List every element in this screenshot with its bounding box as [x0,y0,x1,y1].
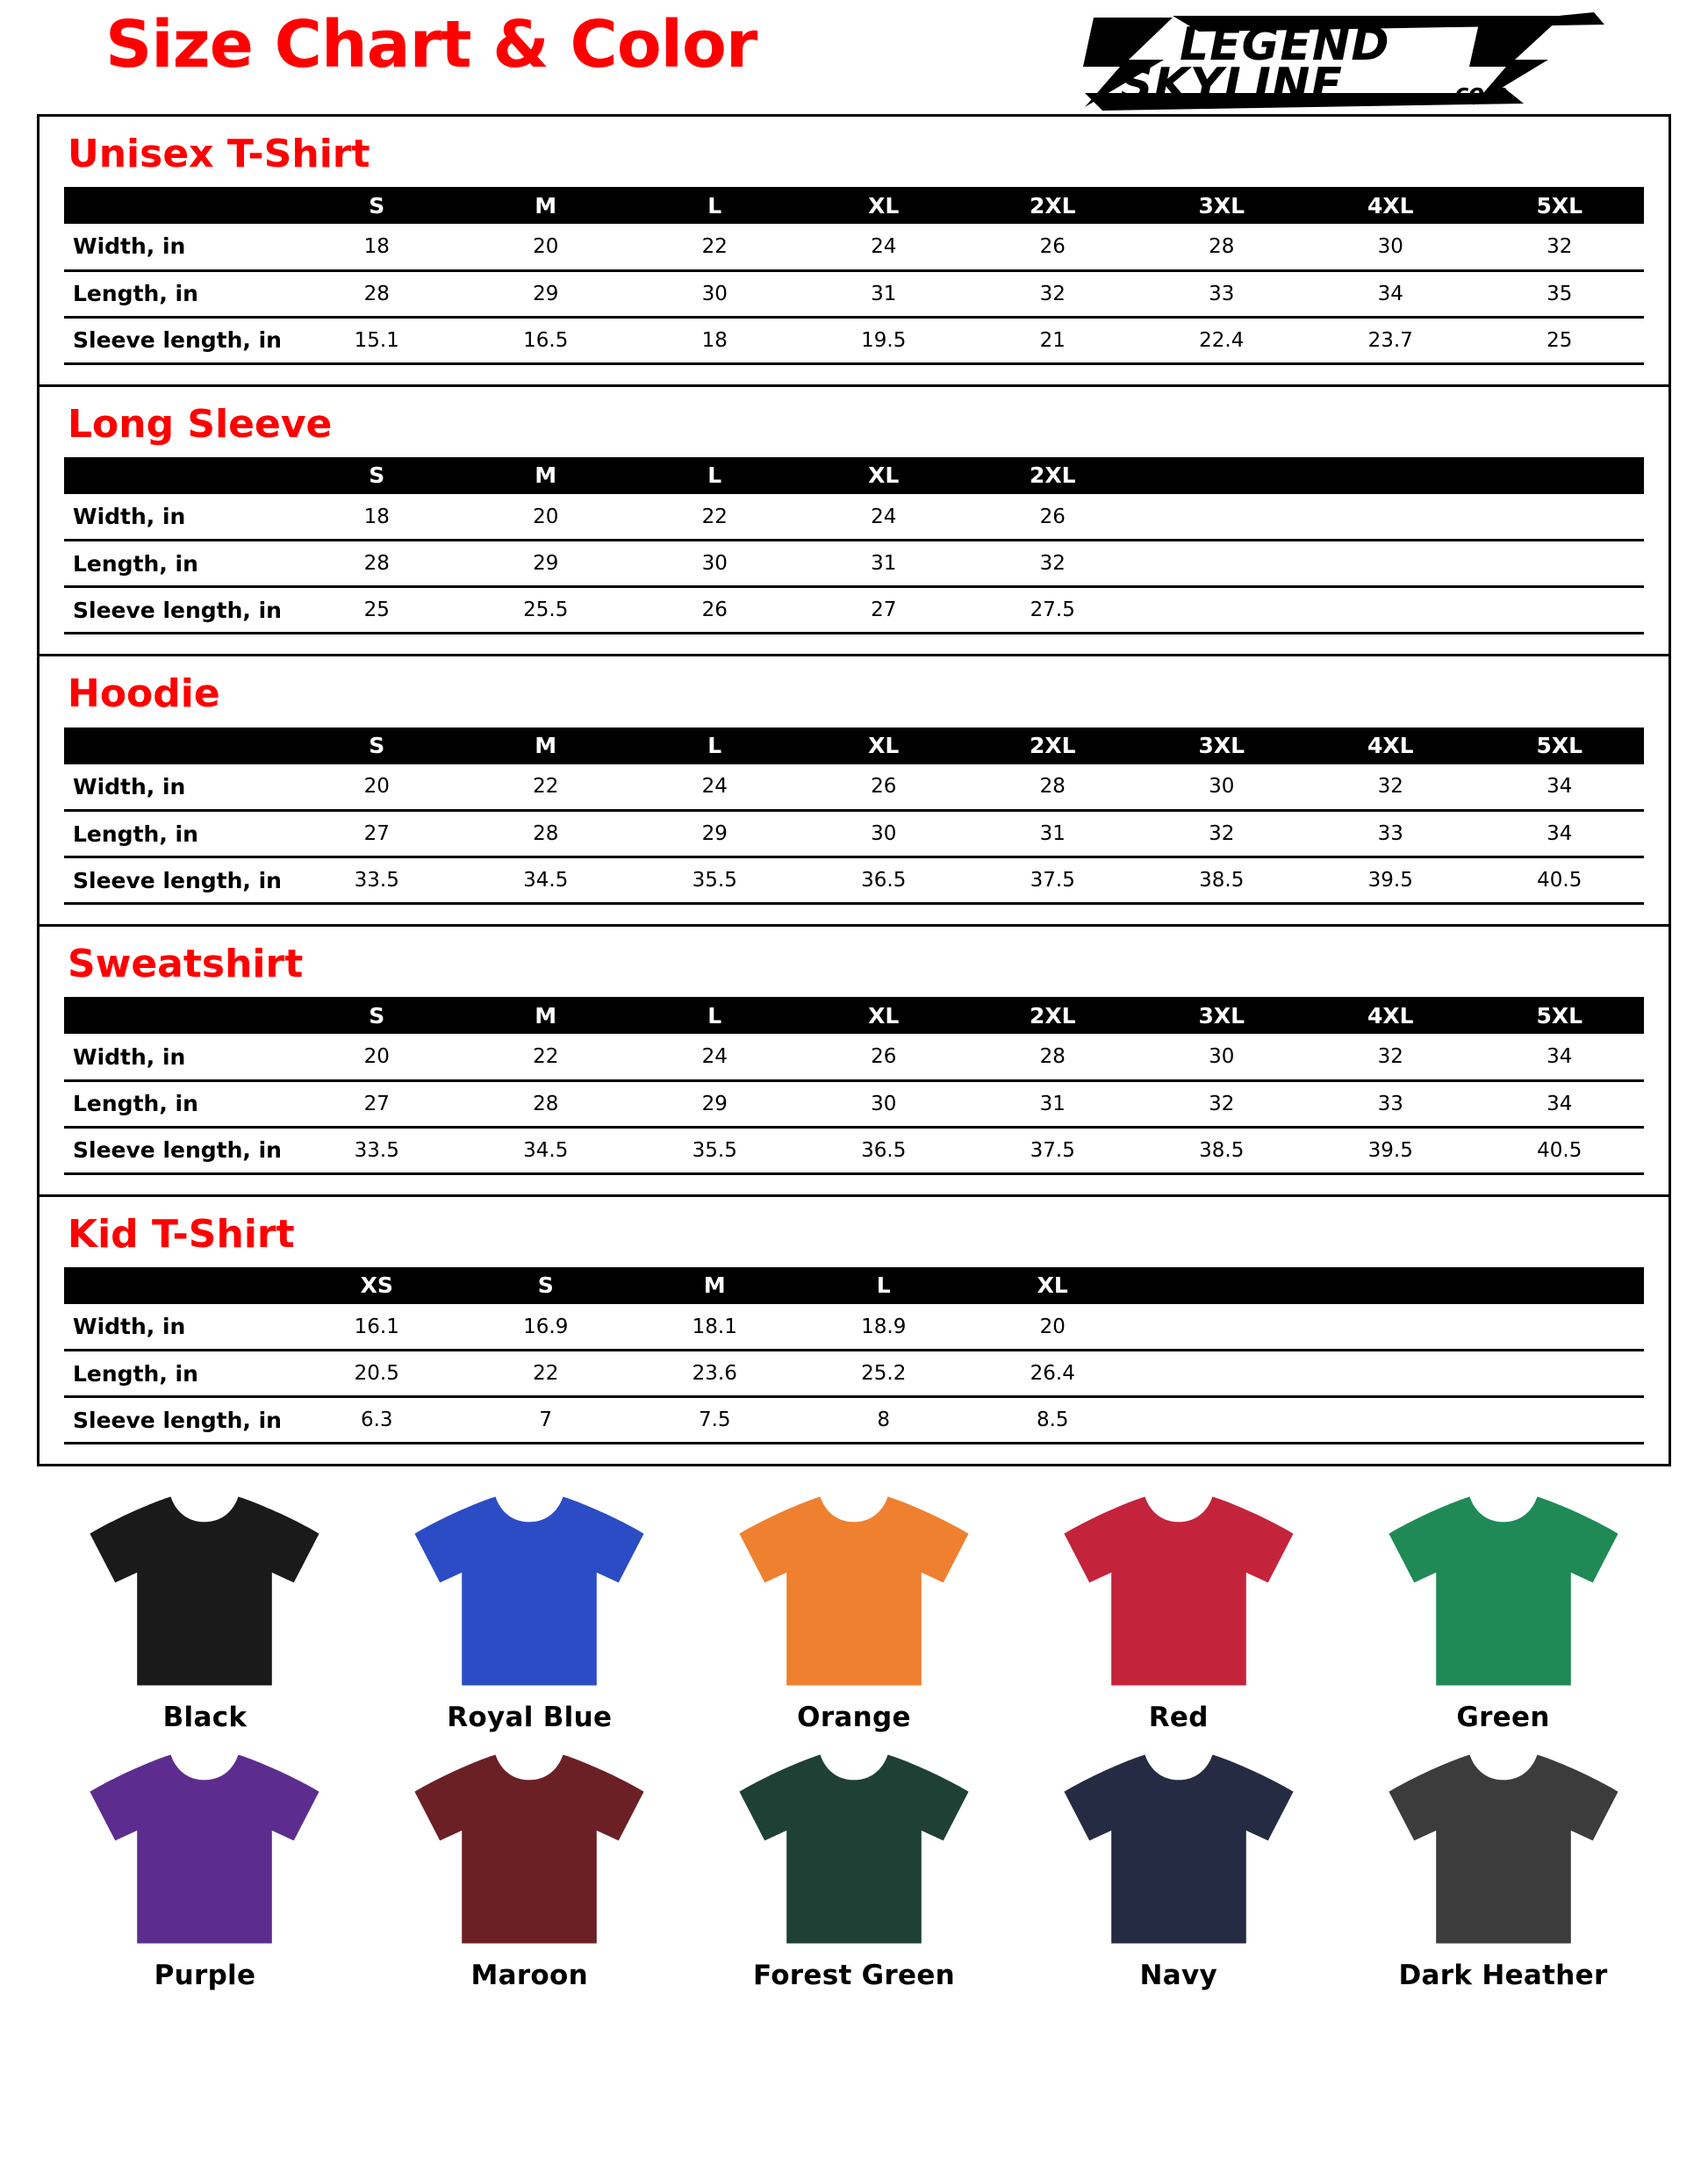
header-size [1475,1267,1645,1304]
header-size: XL [868,1002,900,1029]
cell: 27.5 [1030,599,1075,622]
cell: 28 [1039,1045,1066,1068]
cell [1475,1351,1645,1397]
color-swatch-forest-green[interactable] [702,1738,1007,1991]
header-rowlabel [64,997,292,1034]
header-size: S [369,1002,385,1029]
cell: 16.1 [354,1315,399,1338]
cell: 40.5 [1537,1138,1582,1162]
cell: 22 [701,234,728,258]
size-table [64,997,1644,1175]
color-label: Maroon [470,1960,588,1992]
header-size: M [703,1272,726,1299]
header-rowlabel [64,457,292,494]
header-size [1137,457,1307,494]
size-table [64,187,1644,365]
cell: 7 [539,1409,553,1432]
cell: 37.5 [1030,1138,1075,1162]
cell: 33 [1377,1092,1403,1115]
cell: 26 [1039,234,1066,258]
cell: 31 [871,282,897,305]
cell: 25 [1547,328,1573,352]
row-label: Width, in [73,504,186,530]
cell: 20 [533,505,559,528]
cell: 24 [871,505,897,528]
cell: 34 [1377,282,1403,305]
table-row [64,224,1644,270]
header-size: XL [868,462,900,489]
cell: 8 [877,1409,891,1432]
table-row [64,541,1644,587]
cell: 19.5 [861,328,907,352]
tshirt-icon [1351,1480,1655,1700]
header-size [1475,457,1645,494]
cell [1137,541,1307,587]
cell [1475,541,1645,587]
header-size: 3XL [1198,1002,1245,1029]
cell: 36.5 [861,869,907,892]
color-label: Navy [1139,1960,1217,1992]
color-label: Red [1148,1702,1209,1734]
size-tables-container [37,114,1671,1466]
color-swatch-red[interactable] [1026,1480,1331,1733]
cell: 27 [871,599,897,622]
cell: 22.4 [1199,328,1245,352]
table-row [64,1127,1644,1173]
cell: 39.5 [1367,1138,1413,1162]
section-unisex-tshirt [39,117,1669,387]
header-size: L [707,462,722,489]
header-size: S [537,1272,554,1299]
color-label: Dark Heather [1398,1960,1608,1992]
row-label: Sleeve length, in [73,867,282,893]
cell [1306,1351,1475,1397]
section-long-sleeve [39,387,1669,657]
row-label: Sleeve length, in [73,1137,282,1164]
header-size: XS [360,1272,393,1299]
cell: 34 [1547,822,1573,846]
cell: 18 [363,505,390,528]
header-size: M [535,192,557,219]
tshirt-icon [377,1738,682,1958]
color-swatch-green[interactable] [1351,1480,1655,1733]
header-size: L [707,733,722,759]
cell: 34 [1547,1045,1573,1068]
cell: 32 [1377,1045,1403,1068]
cell: 33.5 [354,1138,399,1162]
tshirt-icon [1026,1738,1331,1958]
cell: 34.5 [523,1138,569,1162]
legend-skyline-logo [1067,9,1611,123]
cell: 22 [533,1045,559,1068]
cell: 28 [1039,775,1066,799]
cell: 24 [871,234,897,258]
cell: 37.5 [1030,869,1075,892]
cell: 8.5 [1036,1409,1069,1432]
header-size: S [369,192,385,219]
cell: 22 [533,1362,559,1386]
header-size: 2XL [1029,192,1076,219]
section-title: Kid T-Shirt [68,1211,295,1257]
row-label: Length, in [73,821,198,847]
header-size: M [535,462,557,489]
cell: 25.5 [523,599,569,622]
section-hoodie [39,656,1669,927]
cell [1475,1304,1645,1351]
cell: 33 [1209,282,1235,305]
cell: 29 [701,1092,728,1115]
cell: 34.5 [523,869,569,892]
cell: 28 [1209,234,1235,258]
cell [1137,1304,1307,1351]
cell: 28 [533,822,559,846]
cell: 20.5 [354,1362,399,1386]
row-label: Sleeve length, in [73,1407,282,1433]
cell: 32 [1209,1092,1235,1115]
table-row [64,1304,1644,1351]
header-size: 4XL [1367,733,1414,759]
cell: 6.3 [360,1409,393,1432]
cell: 18.9 [861,1315,907,1338]
cell: 33 [1377,822,1403,846]
cell: 30 [1209,775,1235,799]
cell: 40.5 [1537,869,1582,892]
header-size: XL [868,733,900,759]
cell: 27 [363,1092,390,1115]
table-row [64,494,1644,541]
header-size: S [369,462,385,489]
cell: 32 [1377,775,1403,799]
cell: 23.7 [1367,328,1413,352]
table-row [64,857,1644,904]
section-sweatshirt [39,927,1669,1197]
table-row [64,1080,1644,1127]
cell: 24 [701,1045,728,1068]
svg-text:SKYLINE: SKYLINE [1120,59,1343,111]
tshirt-icon [702,1480,1007,1700]
cell: 36.5 [861,1138,907,1162]
tshirt-icon [1026,1480,1331,1700]
cell [1306,1304,1475,1351]
cell: 28 [363,552,390,576]
color-swatch-orange[interactable] [702,1480,1007,1733]
color-swatches [53,1480,1655,1991]
color-row [53,1738,1655,1991]
header-size [1137,1267,1307,1304]
section-title: Long Sleeve [68,401,333,447]
table-row [64,1397,1644,1444]
header-size: 5XL [1536,1002,1583,1029]
cell: 38.5 [1199,869,1245,892]
cell: 18.1 [692,1315,737,1338]
cell: 31 [1039,822,1066,846]
cell: 16.5 [523,328,569,352]
cell: 28 [533,1092,559,1115]
color-swatch-royal-blue[interactable] [377,1480,682,1733]
cell [1475,494,1645,541]
cell: 31 [871,552,897,576]
row-label: Width, in [73,233,186,260]
size-table [64,728,1644,906]
cell: 20 [533,234,559,258]
header-rowlabel [64,728,292,764]
cell: 26 [701,599,728,622]
table-header-row [64,997,1644,1034]
cell [1137,587,1307,634]
cell: 24 [701,775,728,799]
table-row [64,587,1644,634]
cell: 21 [1039,328,1066,352]
cell: 15.1 [354,328,399,352]
cell [1137,1397,1307,1444]
cell: 34 [1547,1092,1573,1115]
size-table [64,457,1644,635]
cell: 18 [363,234,390,258]
header-size: 2XL [1029,1002,1076,1029]
cell [1306,587,1475,634]
header-size [1306,457,1475,494]
table-header-row [64,1267,1644,1304]
row-label: Width, in [73,1043,186,1070]
table-row [64,1034,1644,1080]
row-label: Length, in [73,1360,198,1387]
cell: 30 [1377,234,1403,258]
svg-text:.com: .com [1446,80,1509,106]
color-label: Royal Blue [447,1702,613,1734]
cell: 30 [701,552,728,576]
cell [1475,1397,1645,1444]
table-header-row [64,187,1644,224]
color-row [53,1480,1655,1733]
header-size: M [535,1002,557,1029]
cell: 20 [363,1045,390,1068]
header-size: L [876,1272,891,1299]
table-header-row [64,457,1644,494]
color-swatch-navy[interactable] [1026,1738,1331,1991]
section-kid-tshirt [39,1197,1669,1467]
color-swatch-dark-heather[interactable] [1351,1738,1655,1991]
header-size: L [707,1002,722,1029]
cell: 26.4 [1030,1362,1075,1386]
table-row [64,811,1644,857]
page-title: Size Chart & Color [105,7,757,82]
cell [1137,494,1307,541]
header-size [1306,1267,1475,1304]
header-size: 5XL [1536,733,1583,759]
cell: 28 [363,282,390,305]
cell: 7.5 [698,1409,731,1432]
header-size: XL [1037,1272,1068,1299]
cell: 38.5 [1199,1138,1245,1162]
color-label: Black [162,1702,248,1734]
header-size: M [535,733,557,759]
page-header [0,0,1708,114]
color-swatch-purple[interactable] [53,1738,357,1991]
cell: 26 [871,775,897,799]
cell: 26 [871,1045,897,1068]
cell [1475,587,1645,634]
cell: 32 [1039,552,1066,576]
header-size: 4XL [1367,192,1414,219]
tshirt-icon [1351,1738,1655,1958]
header-rowlabel [64,187,292,224]
cell: 35.5 [692,869,737,892]
tshirt-icon [53,1738,357,1958]
cell: 22 [533,775,559,799]
header-size: XL [868,192,900,219]
row-label: Width, in [73,773,186,799]
header-size: 3XL [1198,192,1245,219]
cell: 18 [701,328,728,352]
header-size: 3XL [1198,733,1245,759]
cell: 25.2 [861,1362,907,1386]
table-row [64,1351,1644,1397]
cell: 39.5 [1367,869,1413,892]
cell: 30 [871,822,897,846]
table-row [64,317,1644,363]
header-size: S [369,733,385,759]
section-title: Hoodie [68,671,220,717]
row-label: Length, in [73,281,198,307]
header-size: 5XL [1536,192,1583,219]
cell: 16.9 [523,1315,569,1338]
tshirt-icon [377,1480,682,1700]
cell [1306,541,1475,587]
row-label: Length, in [73,550,198,577]
cell: 32 [1547,234,1573,258]
header-size: 2XL [1029,462,1076,489]
cell: 34 [1547,775,1573,799]
cell: 23.6 [692,1362,737,1386]
section-title: Sweatshirt [68,942,304,987]
color-swatch-black[interactable] [53,1480,357,1733]
cell: 29 [533,552,559,576]
header-size: 4XL [1367,1002,1414,1029]
row-label: Sleeve length, in [73,327,282,354]
cell: 31 [1039,1092,1066,1115]
cell: 20 [1039,1315,1066,1338]
cell [1306,494,1475,541]
cell: 25 [363,599,390,622]
cell [1137,1351,1307,1397]
cell: 33.5 [354,869,399,892]
table-header-row [64,728,1644,764]
cell: 30 [1209,1045,1235,1068]
cell: 29 [701,822,728,846]
cell: 29 [533,282,559,305]
row-label: Length, in [73,1091,198,1117]
size-table [64,1267,1644,1445]
row-label: Width, in [73,1314,186,1340]
cell: 32 [1039,282,1066,305]
header-rowlabel [64,1267,292,1304]
cell: 35 [1547,282,1573,305]
cell [1306,1397,1475,1444]
color-swatch-maroon[interactable] [377,1738,682,1991]
cell: 32 [1209,822,1235,846]
header-size: 2XL [1029,733,1076,759]
color-label: Orange [797,1702,911,1734]
table-row [64,764,1644,811]
cell: 30 [871,1092,897,1115]
tshirt-icon [702,1738,1007,1958]
table-row [64,270,1644,317]
cell: 22 [701,505,728,528]
row-label: Sleeve length, in [73,597,282,623]
svg-text:LEGEND: LEGEND [1180,18,1390,71]
header-size: L [707,192,722,219]
color-label: Green [1456,1702,1550,1734]
cell: 20 [363,775,390,799]
cell: 35.5 [692,1138,737,1162]
color-label: Purple [154,1960,256,1992]
tshirt-icon [53,1480,357,1700]
cell: 26 [1039,505,1066,528]
cell: 27 [363,822,390,846]
color-label: Forest Green [752,1960,956,1992]
section-title: Unisex T-Shirt [68,132,370,176]
cell: 30 [701,282,728,305]
